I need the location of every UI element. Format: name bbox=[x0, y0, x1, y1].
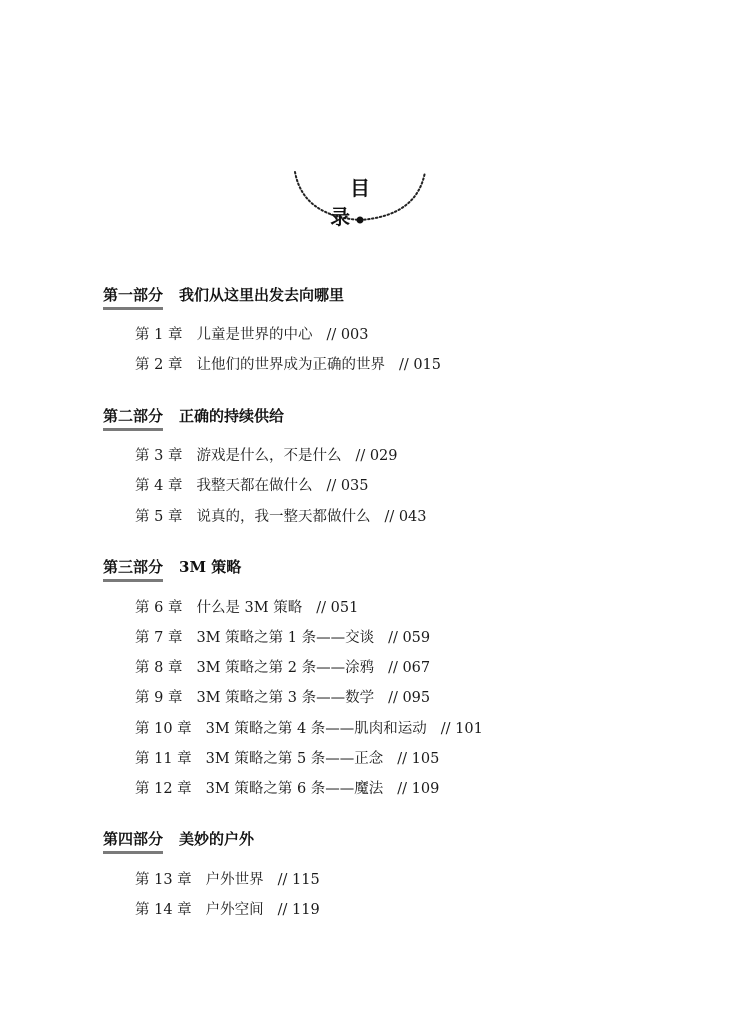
part-number: 第二部分 bbox=[103, 407, 164, 425]
chapter-number: 第 7 章 bbox=[135, 630, 183, 646]
chapter-title: 户外空间 bbox=[205, 902, 264, 918]
chapter-title: 游戏是什么，不是什么 bbox=[196, 448, 342, 464]
toc-entry[interactable] bbox=[135, 868, 320, 889]
part-heading[interactable] bbox=[103, 284, 344, 305]
chapter-number: 第 13 章 bbox=[135, 872, 192, 888]
chapter-page: // 095 bbox=[388, 690, 431, 706]
chapter-number: 第 6 章 bbox=[135, 600, 183, 616]
chapter-number: 第 9 章 bbox=[135, 690, 183, 706]
part-number: 第四部分 bbox=[103, 830, 164, 848]
chapter-page: // 115 bbox=[277, 872, 320, 888]
toc-entry[interactable] bbox=[135, 323, 369, 344]
chapter-page: // 035 bbox=[326, 478, 369, 494]
toc-entry[interactable] bbox=[135, 656, 430, 677]
chapter-title: 什么是 3M 策略 bbox=[196, 600, 303, 616]
chapter-title: 3M 策略之第 4 条——肌肉和运动 bbox=[205, 721, 427, 737]
chapter-title: 3M 策略之第 1 条——交谈 bbox=[196, 630, 375, 646]
chapter-number: 第 14 章 bbox=[135, 902, 192, 918]
chapter-number: 第 8 章 bbox=[135, 660, 183, 676]
chapter-page: // 109 bbox=[397, 781, 440, 797]
toc-entry[interactable] bbox=[135, 596, 358, 617]
chapter-number: 第 10 章 bbox=[135, 721, 192, 737]
chapter-page: // 029 bbox=[355, 448, 398, 464]
chapter-page: // 105 bbox=[397, 751, 440, 767]
chapter-number: 第 5 章 bbox=[135, 509, 183, 525]
part-title: 我们从这里出发去向哪里 bbox=[179, 286, 345, 304]
chapter-title: 儿童是世界的中心 bbox=[196, 327, 313, 343]
chapter-page: // 059 bbox=[388, 630, 431, 646]
chapter-page: // 101 bbox=[440, 721, 483, 737]
chapter-number: 第 2 章 bbox=[135, 357, 183, 373]
toc-entry[interactable] bbox=[135, 898, 320, 919]
chapter-title: 说真的，我一整天都做什么 bbox=[196, 509, 371, 525]
toc-entry[interactable] bbox=[135, 717, 483, 738]
chapter-page: // 119 bbox=[277, 902, 320, 918]
chapter-title: 我整天都在做什么 bbox=[196, 478, 313, 494]
chapter-number: 第 3 章 bbox=[135, 448, 183, 464]
chapter-title: 户外世界 bbox=[205, 872, 264, 888]
chapter-page: // 067 bbox=[388, 660, 431, 676]
chapter-number: 第 11 章 bbox=[135, 751, 192, 767]
toc-entry[interactable] bbox=[135, 444, 398, 465]
chapter-page: // 003 bbox=[326, 327, 369, 343]
part-number: 第三部分 bbox=[103, 558, 164, 576]
part-heading[interactable] bbox=[103, 405, 284, 426]
chapter-page: // 015 bbox=[398, 357, 442, 373]
part-underline bbox=[103, 307, 163, 310]
chapter-title: 3M 策略之第 5 条——正念 bbox=[205, 751, 384, 767]
part-title: 3M 策略 bbox=[179, 558, 242, 576]
chapter-page: // 043 bbox=[384, 509, 427, 525]
toc-header bbox=[285, 168, 470, 229]
part-number: 第一部分 bbox=[103, 286, 164, 304]
chapter-title: 3M 策略之第 3 条——数学 bbox=[196, 690, 375, 706]
part-title: 美妙的户外 bbox=[179, 830, 255, 848]
toc-entry[interactable] bbox=[135, 686, 430, 707]
toc-entry[interactable] bbox=[135, 353, 441, 374]
part-underline bbox=[103, 579, 163, 582]
chapter-page: // 051 bbox=[316, 600, 359, 616]
chapter-number: 第 4 章 bbox=[135, 478, 183, 494]
chapter-title: 3M 策略之第 6 条——魔法 bbox=[205, 781, 384, 797]
toc-entry[interactable] bbox=[135, 777, 439, 798]
toc-entry[interactable] bbox=[135, 505, 427, 526]
part-heading[interactable] bbox=[103, 828, 254, 849]
chapter-number: 第 1 章 bbox=[135, 327, 183, 343]
part-underline bbox=[103, 851, 163, 854]
toc-title: 目 录 bbox=[330, 176, 470, 229]
toc-entry[interactable] bbox=[135, 747, 439, 768]
chapter-title: 3M 策略之第 2 条——涂鸦 bbox=[196, 660, 375, 676]
toc-entry[interactable] bbox=[135, 626, 430, 647]
part-underline bbox=[103, 428, 163, 431]
chapter-title: 让他们的世界成为正确的世界 bbox=[196, 357, 385, 373]
toc-entry[interactable] bbox=[135, 474, 369, 495]
chapter-number: 第 12 章 bbox=[135, 781, 192, 797]
part-title: 正确的持续供给 bbox=[179, 407, 285, 425]
part-heading[interactable] bbox=[103, 556, 241, 577]
